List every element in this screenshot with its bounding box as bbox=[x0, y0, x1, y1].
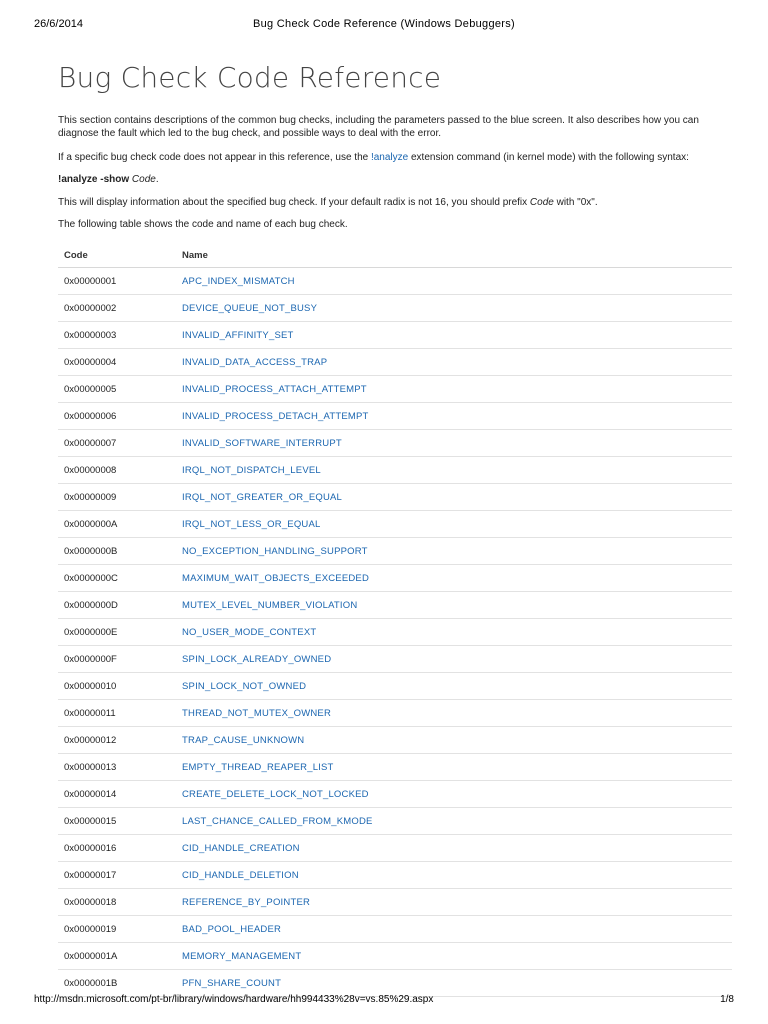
name-column-header: Name bbox=[176, 243, 732, 268]
bug-check-name-cell bbox=[176, 511, 732, 538]
table-row bbox=[58, 808, 732, 835]
bug-check-name-cell bbox=[176, 808, 732, 835]
bug-check-name-cell bbox=[176, 322, 732, 349]
bug-check-code: 0x00000016 bbox=[58, 835, 176, 862]
bug-check-name-link[interactable]: MAXIMUM_WAIT_OBJECTS_EXCEEDED bbox=[182, 572, 370, 584]
bug-check-name-cell bbox=[176, 943, 732, 970]
bug-check-name-link[interactable]: CID_HANDLE_CREATION bbox=[182, 842, 300, 854]
bug-check-name-cell bbox=[176, 646, 732, 673]
bug-check-name-link[interactable]: MEMORY_MANAGEMENT bbox=[182, 950, 302, 962]
bug-check-name-link[interactable]: INVALID_DATA_ACCESS_TRAP bbox=[182, 356, 328, 368]
table-row bbox=[58, 484, 732, 511]
bug-check-name-cell bbox=[176, 268, 732, 295]
bug-check-name-cell bbox=[176, 619, 732, 646]
table-row bbox=[58, 916, 732, 943]
bug-check-name-cell bbox=[176, 565, 732, 592]
page-title: Bug Check Code Reference bbox=[58, 61, 442, 94]
bug-check-code: 0x0000001A bbox=[58, 943, 176, 970]
bug-check-name-link[interactable]: PFN_SHARE_COUNT bbox=[182, 977, 282, 989]
radix-text-after: with "0x". bbox=[553, 197, 598, 208]
intro-paragraph: This section contains descriptions of the common bug checks, including the parameters passed to the blue screen. It also describes how you can diagnose the fault which led to the bug check, and possible ways to deal with the error. bbox=[58, 115, 699, 139]
bug-check-code: 0x00000008 bbox=[58, 457, 176, 484]
print-title: Bug Check Code Reference (Windows Debuggers) bbox=[252, 18, 516, 30]
table-row bbox=[58, 322, 732, 349]
print-footer bbox=[34, 993, 734, 1007]
bug-check-name-link[interactable]: SPIN_LOCK_NOT_OWNED bbox=[182, 680, 307, 692]
bug-check-code: 0x0000000E bbox=[58, 619, 176, 646]
table-row bbox=[58, 943, 732, 970]
table-row bbox=[58, 700, 732, 727]
table-row bbox=[58, 619, 732, 646]
bug-check-code: 0x00000013 bbox=[58, 754, 176, 781]
table-row bbox=[58, 430, 732, 457]
bug-check-name-cell bbox=[176, 835, 732, 862]
bug-check-name-cell bbox=[176, 862, 732, 889]
bug-check-name-link[interactable]: TRAP_CAUSE_UNKNOWN bbox=[182, 734, 305, 746]
table-row bbox=[58, 727, 732, 754]
bug-check-code: 0x00000012 bbox=[58, 727, 176, 754]
bug-check-name-link[interactable]: INVALID_AFFINITY_SET bbox=[182, 329, 294, 341]
radix-paragraph bbox=[58, 196, 732, 209]
bug-check-code: 0x0000001B bbox=[58, 970, 176, 997]
table-row bbox=[58, 592, 732, 619]
bug-check-code: 0x00000017 bbox=[58, 862, 176, 889]
bug-check-name-link[interactable]: INVALID_PROCESS_ATTACH_ATTEMPT bbox=[182, 383, 367, 395]
bug-check-name-cell bbox=[176, 376, 732, 403]
table-row bbox=[58, 754, 732, 781]
main-content bbox=[58, 58, 732, 989]
table-row bbox=[58, 781, 732, 808]
bug-check-code: 0x00000006 bbox=[58, 403, 176, 430]
bug-check-name-link[interactable]: IRQL_NOT_DISPATCH_LEVEL bbox=[182, 464, 321, 476]
bug-check-code: 0x00000015 bbox=[58, 808, 176, 835]
bug-check-name-cell bbox=[176, 430, 732, 457]
bug-check-code: 0x00000010 bbox=[58, 673, 176, 700]
analyze-text-before: If a specific bug check code does not appear in this reference, use the bbox=[58, 152, 371, 163]
table-row bbox=[58, 889, 732, 916]
radix-code-emphasis: Code bbox=[529, 197, 554, 208]
bug-check-code: 0x0000000A bbox=[58, 511, 176, 538]
table-row bbox=[58, 538, 732, 565]
table-row bbox=[58, 673, 732, 700]
bug-check-name-link[interactable]: APC_INDEX_MISMATCH bbox=[182, 275, 295, 287]
bug-check-name-link[interactable]: IRQL_NOT_LESS_OR_EQUAL bbox=[182, 518, 321, 530]
bug-check-name-link[interactable]: BAD_POOL_HEADER bbox=[182, 923, 282, 935]
bug-check-code: 0x00000011 bbox=[58, 700, 176, 727]
syntax-line bbox=[58, 173, 732, 186]
analyze-text-after: extension command (in kernel mode) with the following syntax: bbox=[408, 152, 689, 163]
bug-check-name-cell bbox=[176, 916, 732, 943]
bug-check-name-link[interactable]: THREAD_NOT_MUTEX_OWNER bbox=[182, 707, 332, 719]
bug-check-code: 0x00000003 bbox=[58, 322, 176, 349]
bug-check-code: 0x00000019 bbox=[58, 916, 176, 943]
bug-check-code: 0x00000005 bbox=[58, 376, 176, 403]
bug-check-code: 0x00000018 bbox=[58, 889, 176, 916]
bug-check-name-link[interactable]: NO_EXCEPTION_HANDLING_SUPPORT bbox=[182, 545, 368, 557]
page-number: 1/8 bbox=[720, 994, 734, 1005]
bug-check-name-cell bbox=[176, 484, 732, 511]
bug-check-name-link[interactable]: SPIN_LOCK_ALREADY_OWNED bbox=[182, 653, 332, 665]
print-url: http://msdn.microsoft.com/pt-br/library/windows/hardware/hh994433%28v=vs.85%29.aspx bbox=[34, 994, 434, 1005]
bug-check-name-cell bbox=[176, 727, 732, 754]
bug-check-name-cell bbox=[176, 295, 732, 322]
bug-check-code: 0x0000000C bbox=[58, 565, 176, 592]
table-row bbox=[58, 295, 732, 322]
analyze-link[interactable]: !analyze bbox=[370, 152, 409, 163]
bug-check-table bbox=[58, 243, 732, 997]
code-column-header: Code bbox=[58, 243, 176, 268]
bug-check-name-cell bbox=[176, 349, 732, 376]
bug-check-code: 0x00000001 bbox=[58, 268, 176, 295]
table-row bbox=[58, 376, 732, 403]
bug-check-name-link[interactable]: CREATE_DELETE_LOCK_NOT_LOCKED bbox=[182, 788, 369, 800]
table-row bbox=[58, 565, 732, 592]
syntax-argument: Code bbox=[131, 174, 156, 185]
bug-check-name-cell bbox=[176, 403, 732, 430]
bug-check-name-cell bbox=[176, 538, 732, 565]
bug-check-name-cell bbox=[176, 889, 732, 916]
syntax-command: !analyze -show bbox=[58, 174, 132, 185]
radix-text-before: This will display information about the specified bug check. If your default radix is not 16, you should prefix bbox=[58, 197, 530, 208]
table-row bbox=[58, 457, 732, 484]
syntax-end: . bbox=[155, 174, 159, 185]
bug-check-name-link[interactable]: INVALID_PROCESS_DETACH_ATTEMPT bbox=[182, 410, 369, 422]
bug-check-code: 0x0000000D bbox=[58, 592, 176, 619]
table-row bbox=[58, 835, 732, 862]
bug-check-name-cell bbox=[176, 592, 732, 619]
bug-check-code: 0x0000000F bbox=[58, 646, 176, 673]
table-row bbox=[58, 511, 732, 538]
bug-check-name-link[interactable]: INVALID_SOFTWARE_INTERRUPT bbox=[182, 437, 342, 449]
bug-check-name-link[interactable]: EMPTY_THREAD_REAPER_LIST bbox=[182, 761, 334, 773]
bug-check-code: 0x0000000B bbox=[58, 538, 176, 565]
table-intro-paragraph: The following table shows the code and name of each bug check. bbox=[58, 219, 348, 230]
bug-check-name-cell bbox=[176, 754, 732, 781]
table-row bbox=[58, 268, 732, 295]
table-row bbox=[58, 349, 732, 376]
bug-check-name-link[interactable]: REFERENCE_BY_POINTER bbox=[182, 896, 311, 908]
print-date: 26/6/2014 bbox=[34, 18, 83, 30]
print-header bbox=[34, 17, 734, 31]
bug-check-name-link[interactable]: DEVICE_QUEUE_NOT_BUSY bbox=[182, 302, 318, 314]
bug-check-name-cell bbox=[176, 457, 732, 484]
bug-check-code: 0x00000014 bbox=[58, 781, 176, 808]
table-body bbox=[58, 268, 732, 997]
bug-check-code: 0x00000009 bbox=[58, 484, 176, 511]
analyze-paragraph bbox=[58, 151, 732, 164]
bug-check-name-link[interactable]: IRQL_NOT_GREATER_OR_EQUAL bbox=[182, 491, 343, 503]
bug-check-code: 0x00000002 bbox=[58, 295, 176, 322]
bug-check-name-cell bbox=[176, 781, 732, 808]
bug-check-name-link[interactable]: LAST_CHANCE_CALLED_FROM_KMODE bbox=[182, 815, 373, 827]
bug-check-code: 0x00000004 bbox=[58, 349, 176, 376]
table-row bbox=[58, 646, 732, 673]
bug-check-name-link[interactable]: MUTEX_LEVEL_NUMBER_VIOLATION bbox=[182, 599, 358, 611]
bug-check-code: 0x00000007 bbox=[58, 430, 176, 457]
bug-check-name-cell bbox=[176, 673, 732, 700]
table-row bbox=[58, 403, 732, 430]
bug-check-name-link[interactable]: NO_USER_MODE_CONTEXT bbox=[182, 626, 317, 638]
table-row bbox=[58, 862, 732, 889]
bug-check-name-link[interactable]: CID_HANDLE_DELETION bbox=[182, 869, 299, 881]
table-header-row bbox=[58, 243, 732, 268]
bug-check-name-cell bbox=[176, 700, 732, 727]
